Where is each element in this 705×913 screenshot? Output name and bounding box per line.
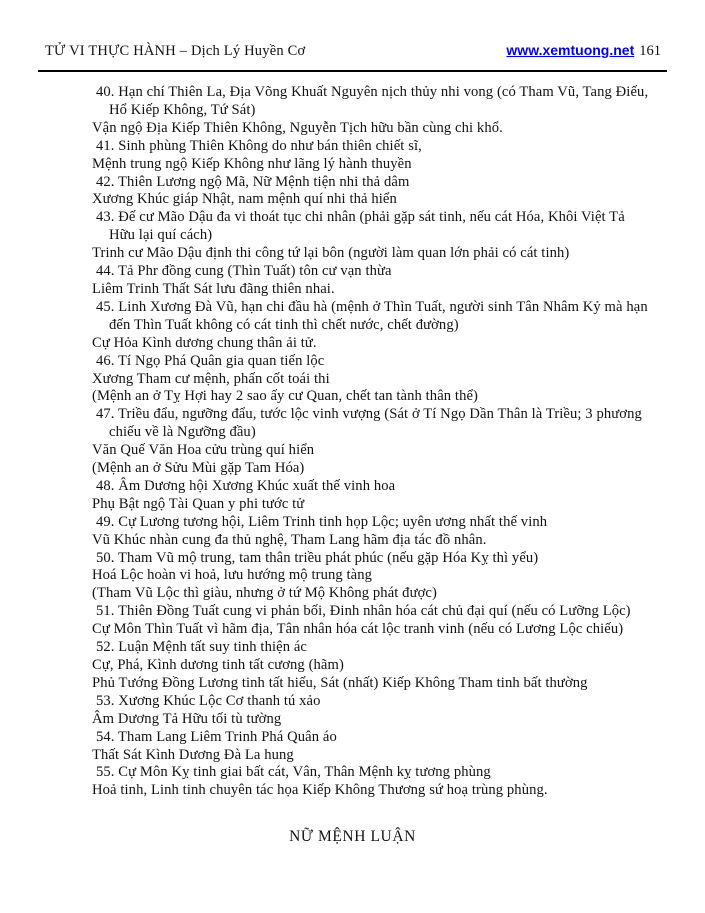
text-line: 52. Luận Mệnh tất suy tinh thiện ác (96, 639, 308, 656)
text-line: 40. Hạn chí Thiên La, Địa Võng Khuất Nguyên nịch thủy nhi vong (có Tham Vũ, Tang Điếu, (96, 84, 649, 100)
document-title: TỬ VI THỰC HÀNH – Dịch Lý Huyền Cơ (45, 43, 306, 59)
text-line: Xương Tham cư mệnh, phấn cốt toái thi (92, 370, 330, 387)
header-right-group (506, 42, 661, 60)
text-line: Hữu lại quí cách) (109, 227, 213, 244)
text-line: Phụ Bật ngộ Tài Quan y phi tước tử (92, 495, 305, 512)
header-divider (38, 70, 667, 72)
text-line: Văn Quế Văn Hoa cửu trùng quí hiển (92, 442, 315, 459)
text-line: 53. Xương Khúc Lộc Cơ thanh tú xảo (96, 692, 321, 709)
text-line: Hoả tinh, Linh tinh chuyên tác họa Kiếp Không Thương sứ hoạ trùng phùng. (92, 782, 548, 799)
text-line: Hoá Lộc hoàn vi hoả, lưu hướng mộ trung tàng (92, 567, 373, 584)
text-line: Phủ Tướng Đồng Lương tinh tất hiếu, Sát (nhất) Kiếp Không Tham tinh bất thường (92, 674, 588, 691)
text-line: 54. Tham Lang Liêm Trinh Phá Quân áo (96, 728, 337, 745)
text-line: Vũ Khúc nhàn cung đa thủ nghệ, Tham Lang hãm địa tác đồ nhân. (92, 531, 487, 548)
text-line: (Mệnh an ở Tỵ Hợi hay 2 sao ấy cư Quan, chết tan tành thân thể) (92, 388, 479, 405)
text-line: 45. Linh Xương Đà Vũ, hạn chi đầu hà (mệnh ở Thìn Tuất, người sinh Tân Nhâm Kỷ mà hạn (96, 298, 648, 315)
website-link[interactable]: www.xemtuong.net (506, 42, 635, 58)
text-line: Thất Sát Kình Dương Đà La hung (92, 746, 294, 763)
text-line: 47. Triều đẩu, ngưỡng đẩu, tước lộc vinh vượng (Sát ở Tí Ngọ Dần Thân là Triều; 3 phương (96, 406, 642, 423)
text-line: 48. Âm Dương hội Xương Khúc xuất thế vinh hoa (96, 477, 396, 494)
text-line: Trinh cư Mão Dậu định thi công tứ lại bôn (người làm quan lớn phải có cát tinh) (92, 245, 570, 262)
text-line: 49. Cự Lương tương hội, Liêm Trinh tinh họp Lộc; uyên ương nhất thế vinh (96, 513, 548, 530)
text-line: 44. Tả Phr đồng cung (Thìn Tuất) tôn cư vạn thừa (96, 263, 392, 280)
text-line: (Tham Vũ Lộc thì giàu, nhưng ở tứ Mộ Không phát được) (92, 585, 437, 602)
text-line: Cự Môn Thìn Tuất vì hãm địa, Tân nhân hóa cát lộc tranh vinh (nếu có Lương Lộc chiếu) (92, 621, 624, 638)
text-line: 50. Tham Vũ mộ trung, tam thân triều phát phúc (nếu gặp Hóa Kỵ thì yểu) (96, 549, 539, 566)
text-line: Hổ Kiếp Không, Tứ Sát) (109, 101, 256, 118)
text-line: Mệnh trung ngộ Kiếp Không như lãng lý hành thuyền (92, 155, 412, 172)
text-line: Cự, Phá, Kình dương tinh tất cương (hãm) (92, 657, 344, 673)
text-line: 43. Đế cư Mão Dậu đa vi thoát tục chi nhân (phải gặp sát tinh, nếu cát Hóa, Khôi Việt Tả (96, 209, 625, 226)
text-line: 51. Thiên Đồng Tuất cung vi phản bối, Đinh nhân hóa cát chủ đại quí (nếu có Lưỡng Lộc) (96, 603, 631, 620)
text-line: 46. Tí Ngọ Phá Quân gia quan tiến lộc (96, 352, 325, 369)
text-line: Liêm Trinh Thất Sát lưu đãng thiên nhai. (92, 280, 335, 297)
text-line: Vận ngộ Địa Kiếp Thiên Không, Nguyễn Tịch hữu bần cùng chi khổ. (92, 119, 503, 136)
text-line: chiếu về là Ngưỡng đầu) (109, 424, 256, 441)
text-line: 42. Thiên Lương ngộ Mã, Nữ Mệnh tiện nhi thả dâm (96, 173, 410, 190)
section-heading: NỮ MỆNH LUẬN (289, 828, 416, 845)
page-header (45, 42, 661, 60)
page-number: 161 (639, 43, 661, 59)
text-line: 41. Sinh phùng Thiên Không do như bán thiên chiết sĩ, (96, 137, 422, 154)
text-line: Cự Hỏa Kình dương chung thân ải tử. (92, 334, 317, 351)
text-line: (Mệnh an ở Sửu Mùi gặp Tam Hóa) (92, 460, 305, 477)
text-line: 55. Cự Môn Kỵ tinh giai bất cát, Vân, Thân Mệnh kỵ tương phùng (96, 764, 491, 781)
text-line: đến Thìn Tuất không có cát tinh thì chết nước, chết đường) (109, 316, 459, 333)
text-line: Âm Dương Tả Hữu tối tù tường (92, 710, 282, 727)
text-line: Xương Khúc giáp Nhật, nam mệnh quí nhi thả hiển (92, 191, 397, 208)
document-body (0, 84, 705, 800)
